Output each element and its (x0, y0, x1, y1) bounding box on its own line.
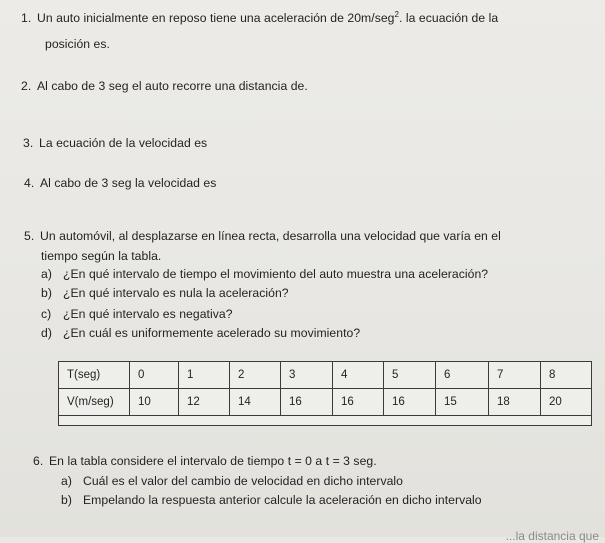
question-4-text: Al cabo de 3 seg la velocidad es (40, 176, 217, 190)
question-6-text: En la tabla considere el intervalo de tiempo t = 0 a t = 3 seg. (49, 454, 377, 468)
table-cell: 16 (333, 389, 384, 416)
table-cell: 14 (230, 389, 281, 416)
question-6-item-b: b) Empelando la respuesta anterior calcule la aceleración en dicho intervalo (61, 493, 482, 507)
question-1-exponent: 2 (394, 10, 399, 19)
table-header-velocity: V(m/seg) (59, 389, 130, 416)
question-5-item-d: d) ¿En cuál es uniformemente acelerado su movimiento? (41, 326, 361, 340)
question-5-line-1: 5. Un automóvil, al desplazarse en línea recta, desarrolla una velocidad que varía en el (24, 229, 501, 243)
question-2-text: Al cabo de 3 seg el auto recorre una distancia de. (37, 79, 308, 93)
table-cell: 10 (130, 389, 179, 416)
question-5-item-b: b) ¿En qué intervalo es nula la aceleración? (41, 286, 289, 300)
velocity-time-table (58, 361, 592, 426)
question-1-line-2: posición es. (45, 37, 110, 51)
question-6-item-a: a) Cuál es el valor del cambio de velocidad en dicho intervalo (61, 474, 404, 488)
question-2: 2. Al cabo de 3 seg el auto recorre una distancia de. (21, 79, 308, 93)
table-cell: 6 (436, 362, 489, 389)
table-cell: 18 (489, 389, 541, 416)
table-cell: 2 (230, 362, 281, 389)
cut-off-text: ...la distancia que (505, 529, 599, 543)
table-cell: 3 (281, 362, 333, 389)
question-1-text-end: . la ecuación de la (399, 11, 499, 26)
table-cell: 8 (541, 362, 592, 389)
table-row-time (59, 362, 592, 389)
table-row-empty (59, 416, 592, 426)
table-cell: 16 (384, 389, 436, 416)
table-cell: 5 (384, 362, 436, 389)
question-5-item-a: a) ¿En qué intervalo de tiempo el movimiento del auto muestra una aceleración? (41, 267, 489, 281)
table-header-time: T(seg) (59, 362, 130, 389)
question-5-line-2: tiempo según la tabla. (41, 249, 162, 263)
question-5-text: Un automóvil, al desplazarse en línea recta, desarrolla una velocidad que varía en el (40, 229, 501, 243)
table-row-velocity (59, 389, 592, 416)
table-cell: 1 (179, 362, 230, 389)
question-3-text: La ecuación de la velocidad es (39, 136, 208, 150)
question-1-text: Un auto inicialmente en reposo tiene una aceleración de 20m/seg (37, 11, 395, 26)
question-6: 6. En la tabla considere el intervalo de tiempo t = 0 a t = 3 seg. (33, 454, 377, 468)
table-cell: 12 (179, 389, 230, 416)
table-cell: 15 (436, 389, 489, 416)
table-cell: 7 (489, 362, 541, 389)
table-cell: 4 (333, 362, 384, 389)
question-1-line-1: 1. Un auto inicialmente en reposo tiene una aceleración de 20m/seg$^2$. la ecuación de la (21, 10, 499, 26)
table-cell: 0 (130, 362, 179, 389)
table-empty-cell (59, 416, 592, 426)
question-4: 4. Al cabo de 3 seg la velocidad es (24, 176, 217, 190)
table-cell: 16 (281, 389, 333, 416)
question-3: 3. La ecuación de la velocidad es (23, 136, 208, 150)
table-cell: 20 (541, 389, 592, 416)
question-5-item-c: c) ¿En qué intervalo es negativa? (41, 307, 233, 321)
